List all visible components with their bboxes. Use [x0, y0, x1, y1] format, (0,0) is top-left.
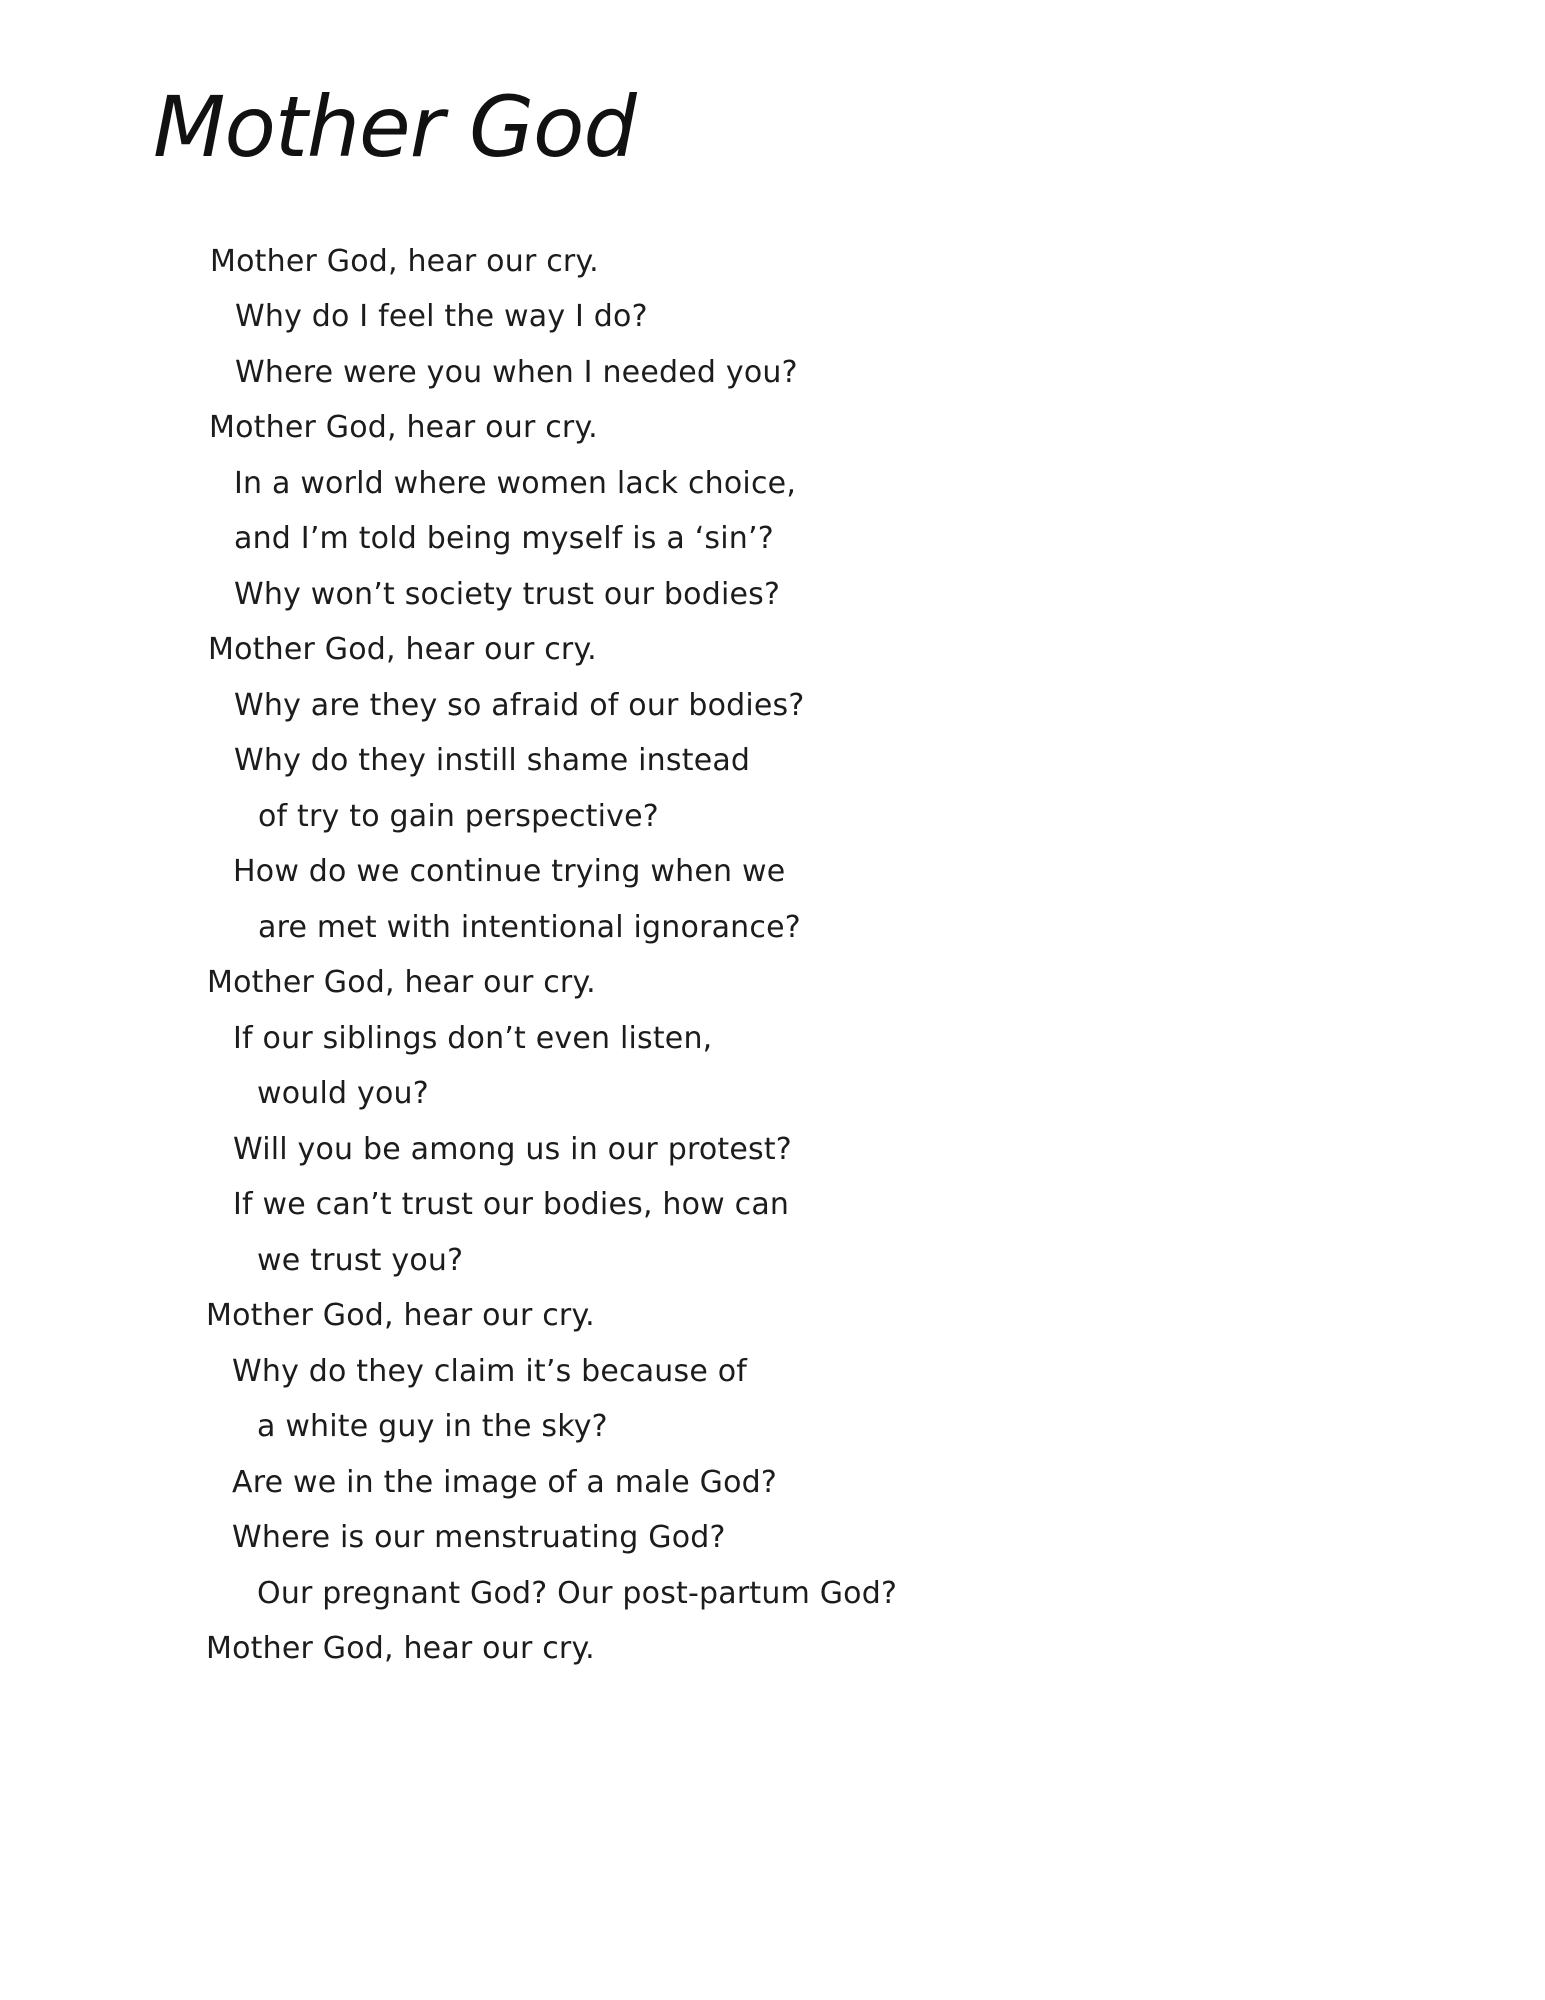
poem-line: Where were you when I needed you?	[235, 355, 798, 390]
poem-line: Why do they instill shame instead	[234, 743, 751, 778]
poem-line: Why do they claim it’s because of	[232, 1354, 748, 1389]
poem-line: a white guy in the sky?	[257, 1409, 608, 1444]
poem-line: Mother God, hear our cry.	[210, 244, 599, 279]
poem-line: Mother God, hear our cry.	[208, 632, 597, 667]
poem-line: How do we continue trying when we	[233, 854, 786, 889]
poem-line: If our siblings don’t even listen,	[233, 1021, 713, 1056]
poem-line: Are we in the image of a male God?	[232, 1465, 778, 1500]
poem-title: Mother God	[153, 78, 636, 176]
poem-line: Why are they so afraid of our bodies?	[234, 688, 805, 723]
poem-line: Mother God, hear our cry.	[209, 410, 598, 445]
poem-line: Mother God, hear our cry.	[206, 1298, 595, 1333]
poem-line: and I’m told being myself is a ‘sin’?	[234, 521, 774, 556]
poem-line: of try to gain perspective?	[258, 799, 659, 834]
poem-line: Why do I feel the way I do?	[235, 299, 648, 334]
poem-line: Our pregnant God? Our post-partum God?	[257, 1576, 898, 1611]
poem-line: If we can’t trust our bodies, how can	[233, 1187, 790, 1222]
poem-line: would you?	[257, 1076, 429, 1111]
poem-line: we trust you?	[257, 1243, 464, 1278]
poem-line: Mother God, hear our cry.	[207, 965, 596, 1000]
poem-line: are met with intentional ignorance?	[258, 910, 801, 945]
poem-line: Where is our menstruating God?	[232, 1520, 726, 1555]
poem-line: Why won’t society trust our bodies?	[234, 577, 781, 612]
poem-line: In a world where women lack choice,	[234, 466, 797, 501]
poem-line: Mother God, hear our cry.	[206, 1631, 595, 1666]
poem-line: Will you be among us in our protest?	[233, 1132, 792, 1167]
